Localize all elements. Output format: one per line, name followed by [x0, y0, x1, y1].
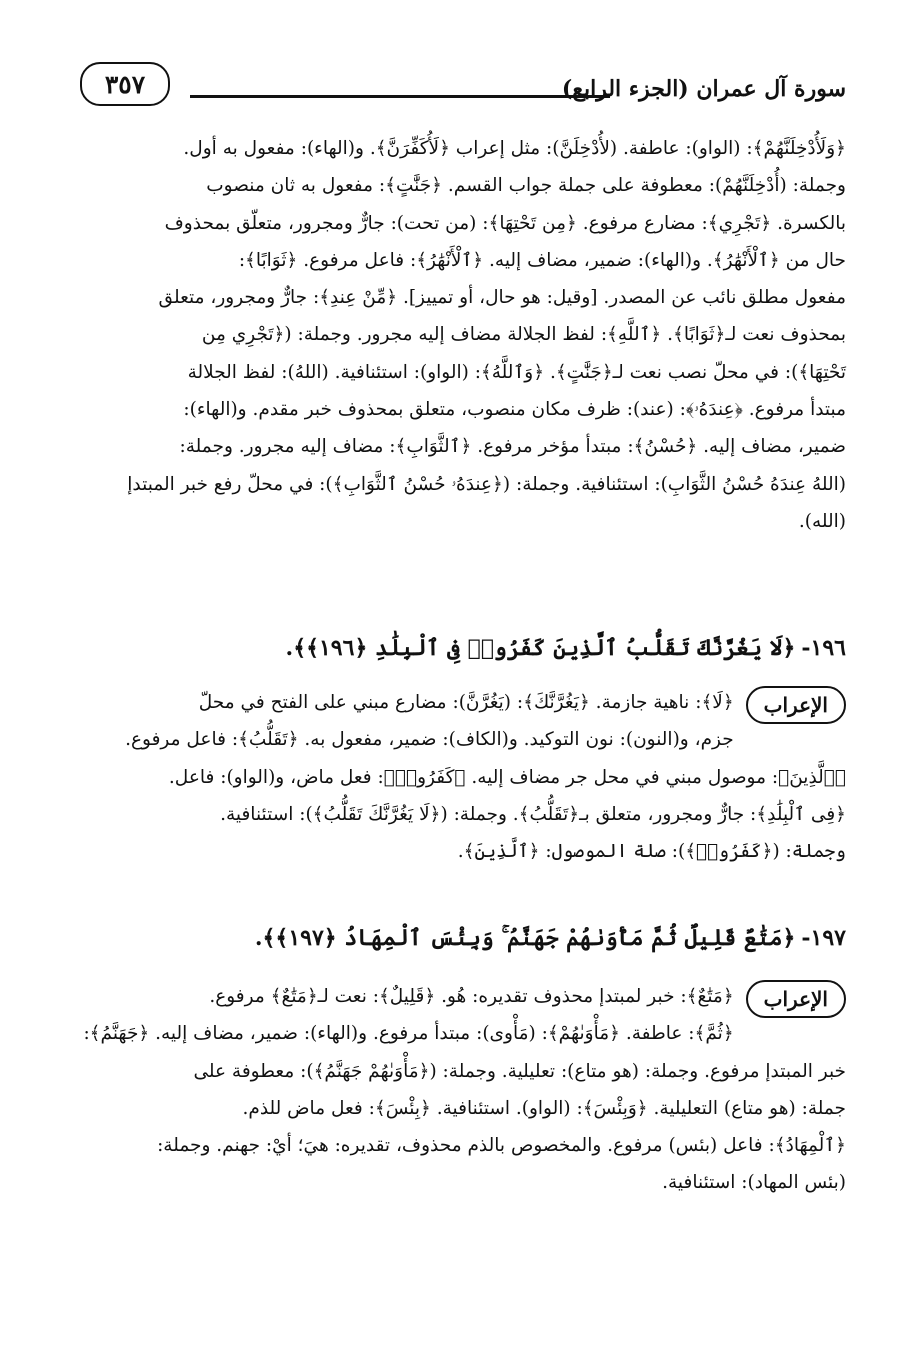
text-line: بمحذوف نعت لـ﴿ثَوَابًا﴾. ﴿ٱللَّهِ﴾: لفظ الجلالة مضاف إليه مجرور. وجملة: (﴿تَجْرِي مِن: [201, 324, 846, 346]
text-line: ﴿وَلَأُدْخِلَنَّهُمْ﴾: (الواو): عاطفة. (لأُدْخِلَنَّ): مثل إعراب ﴿لَأُكَفِّرَنَّ﴾. و(الهاء): مفعول به أول.: [183, 138, 846, 159]
text-line: تَحْتِهَا﴾): في محلّ نصب نعت لـ﴿جَنَّٰتٍ﴾. ﴿وَٱللَّهُ﴾: (الواو): استئنافية. (اللهُ): لفظ الجلالة: [187, 361, 846, 383]
text-line: خبر المبتدإ مرفوع. وجملة: (هو متاع): تعليلية. وجملة: (﴿مَأْوَىٰهُمْ جَهَنَّمُ﴾): معطوفة على: [193, 1060, 846, 1082]
verse-197: [60, 918, 846, 958]
header-rule: [190, 95, 610, 98]
text-line: ﴿مَتَٰعٌ﴾: خبر لمبتدإ محذوف تقديره: هُو. ﴿قَلِيلٌ﴾: نعت لـ﴿مَتَٰعٌ﴾ مرفوع.: [209, 986, 734, 1007]
i3rab-badge: الإعراب: [746, 980, 846, 1018]
text-line: وجملة: (أُدْخِلَنَّهُمْ): معطوفة على جملة جواب القسم. ﴿جَنَّٰتٍ﴾: مفعول به ثان منصوب: [206, 175, 846, 197]
text-line: وجملة: (﴿كَفَرُوا۟﴾): صلة الموصول: ﴿ٱلَّذِينَ﴾.: [457, 841, 846, 863]
verse-number: ١٩٦-: [801, 635, 846, 661]
i3rab-badge: الإعراب: [746, 686, 846, 724]
verse-text: ﴿مَتَٰعٌ قَلِيلٌ ثُمَّ مَأْوَىٰهُمْ جَهَنَّمُ ۚ وَبِئْسَ ٱلْمِهَادُ ﴿١٩٧﴾﴾.: [254, 925, 796, 951]
verse-text: ﴿لَا يَغُرَّنَّكَ تَقَلُّبُ ٱلَّذِينَ كَفَرُوا۟ فِى ٱلْبِلَٰدِ ﴿١٩٦﴾﴾.: [285, 635, 796, 661]
page-number: ٣٥٧: [80, 62, 170, 106]
text-line: (اللهُ عِندَهُ حُسْنُ الثَّوَابِ): استئنافية. وجملة: (﴿عِندَهُۥ حُسْنُ ٱلثَّوَابِ﴾): في محلّ رفع خبر المبتدإ: [127, 473, 846, 495]
text-line: ضمير، مضاف إليه. ﴿حُسْنُ﴾: مبتدأ مؤخر مرفوع. ﴿ٱلثَّوَابِ﴾: مضاف إليه مجرور. وجملة:: [179, 436, 846, 458]
verse-196: [60, 628, 846, 668]
paragraph-3: [60, 978, 846, 1202]
text-line: مفعول مطلق نائب عن المصدر. [وقيل: هو حال، أو تمييز]. ﴿مِّنْ عِندِ﴾: جارٌّ ومجرور، متعلق: [158, 287, 846, 309]
text-line: جزم، و(النون): نون التوكيد. و(الكاف): ضمير، مفعول به. ﴿تَقَلُّبُ﴾: فاعل مرفوع.: [125, 729, 734, 751]
text-line: جملة: (هو متاع) التعليلية. ﴿وَبِئْسَ﴾: (الواو). استئنافية. ﴿بِئْسَ﴾: فعل ماض للذم.: [242, 1097, 846, 1119]
paragraph-2: [60, 684, 846, 870]
text-line: (بئس المهاد): استئنافية.: [662, 1172, 846, 1194]
verse-number: ١٩٧-: [801, 925, 846, 951]
text-line: ﴿ٱلْمِهَادُ﴾: فاعل (بئس) مرفوع. والمخصوص بالذم محذوف، تقديره: هيَ؛ أيْ: جهنم. وجملة:: [157, 1135, 846, 1157]
running-title: سورة آل عمران (الجزء الرابع): [561, 76, 846, 102]
page-header: [80, 62, 846, 122]
text-line: (الله).: [798, 510, 846, 532]
text-line: ﴿ٱلَّذِينَ﴾: موصول مبني في محل جر مضاف إليه. ﴿كَفَرُوا۟﴾: فعل ماض، و(الواو): فاعل.: [168, 766, 846, 788]
text-line: مبتدأ مرفوع. ﴿عِندَهُۥ﴾: (عند): ظرف مكان منصوب، متعلق بمحذوف خبر مقدم. و(الهاء):: [183, 399, 846, 421]
text-line: ﴿ثُمَّ﴾: عاطفة. ﴿مَأْوَىٰهُمْ﴾: (مَأْوى): مبتدأ مرفوع. و(الهاء): ضمير، مضاف إليه. ﴿جَهَنَّمُ﴾:: [83, 1023, 734, 1045]
text-line: بالكسرة. ﴿تَجْرِي﴾: مضارع مرفوع. ﴿مِن تَحْتِهَا﴾: (من تحت): جارٌّ ومجرور، متعلّق بمحذوف: [164, 212, 846, 234]
text-line: ﴿فِى ٱلْبِلَٰدِ﴾: جارٌّ ومجرور، متعلق بـ﴿تَقَلُّبُ﴾. وجملة: (﴿لَا يَغُرَّنَّكَ تَقَلُّبُ﴾): استئنافية.: [220, 803, 846, 825]
text-line: ﴿لَا﴾: ناهية جازمة. ﴿يَغُرَّنَّكَ﴾: (يَغُرَّنَّ): مضارع مبني على الفتح في محلّ: [198, 692, 734, 713]
paragraph-1: [60, 130, 846, 540]
text-line: حال من ﴿ٱلْأَنْهَٰرُ﴾. و(الهاء): ضمير، مضاف إليه. ﴿ٱلْأَنْهَٰرُ﴾: فاعل مرفوع. ﴿ثَوَابًا﴾:: [238, 249, 846, 271]
